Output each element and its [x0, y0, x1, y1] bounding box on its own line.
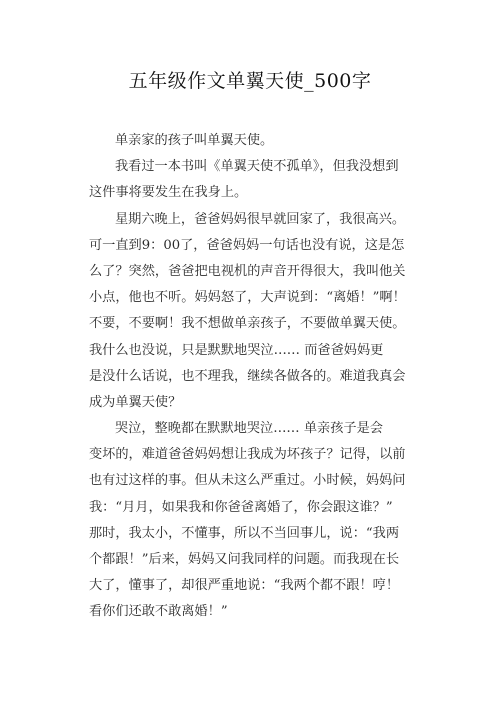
text-line: 是没什么话说，也不理我，继续各做各的。难道我真会 [89, 368, 406, 384]
text-line: 我看过一本书叫《单翼天使不孤单》，但我没想到 [115, 159, 399, 175]
text-line: 不要，不要啊！我不想做单亲孩子，不要做单翼天使。 [89, 316, 406, 332]
text-line: 哭泣，整晚都在默默地哭泣…… 单亲孩子是会 [115, 421, 383, 437]
text-line: 这件事将要发生在我身上。 [89, 185, 248, 201]
text-line: 也有过这样的事。但从未这么严重过。小时候，妈妈问 [89, 473, 406, 489]
text-line: 我：“月月，如果我和你爸爸离婚了，你会跟这谁？” [89, 499, 393, 515]
text-line: 小点，他也不听。妈妈怒了，大声说到：“离婚！”啊！ [89, 290, 406, 306]
text-line: 大了，懂事了，却很严重地说：“我两个都不跟！哼！ [89, 578, 400, 594]
text-line: 星期六晚上，爸爸妈妈很早就回家了，我很高兴。 [115, 211, 406, 227]
document-body [89, 128, 417, 626]
text-line: 那时，我太小，不懂事，所以不当回事儿，说：“我两 [89, 525, 400, 541]
text-line: 我什么也没说，只是默默地哭泣…… 而爸爸妈妈更 [89, 342, 384, 358]
text-line: 可一直到9：00了，爸爸妈妈一句话也没有说，这是怎 [89, 237, 405, 253]
text-line: 么了？突然，爸爸把电视机的声音开得很大，我叫他关 [89, 263, 406, 279]
document-title: 五年级作文单翼天使_500字 [128, 70, 372, 92]
text-line: 个都跟！”后来，妈妈又问我同样的问题。而我现在长 [89, 552, 400, 567]
text-line: 变坏的，难道爸爸妈妈想让我成为坏孩子？记得，以前 [89, 447, 406, 463]
text-line: 成为单翼天使？ [89, 394, 182, 410]
text-line: 单亲家的孩子叫单翼天使。 [115, 133, 274, 148]
text-line: 看你们还敢不敢离婚！” [89, 604, 228, 620]
